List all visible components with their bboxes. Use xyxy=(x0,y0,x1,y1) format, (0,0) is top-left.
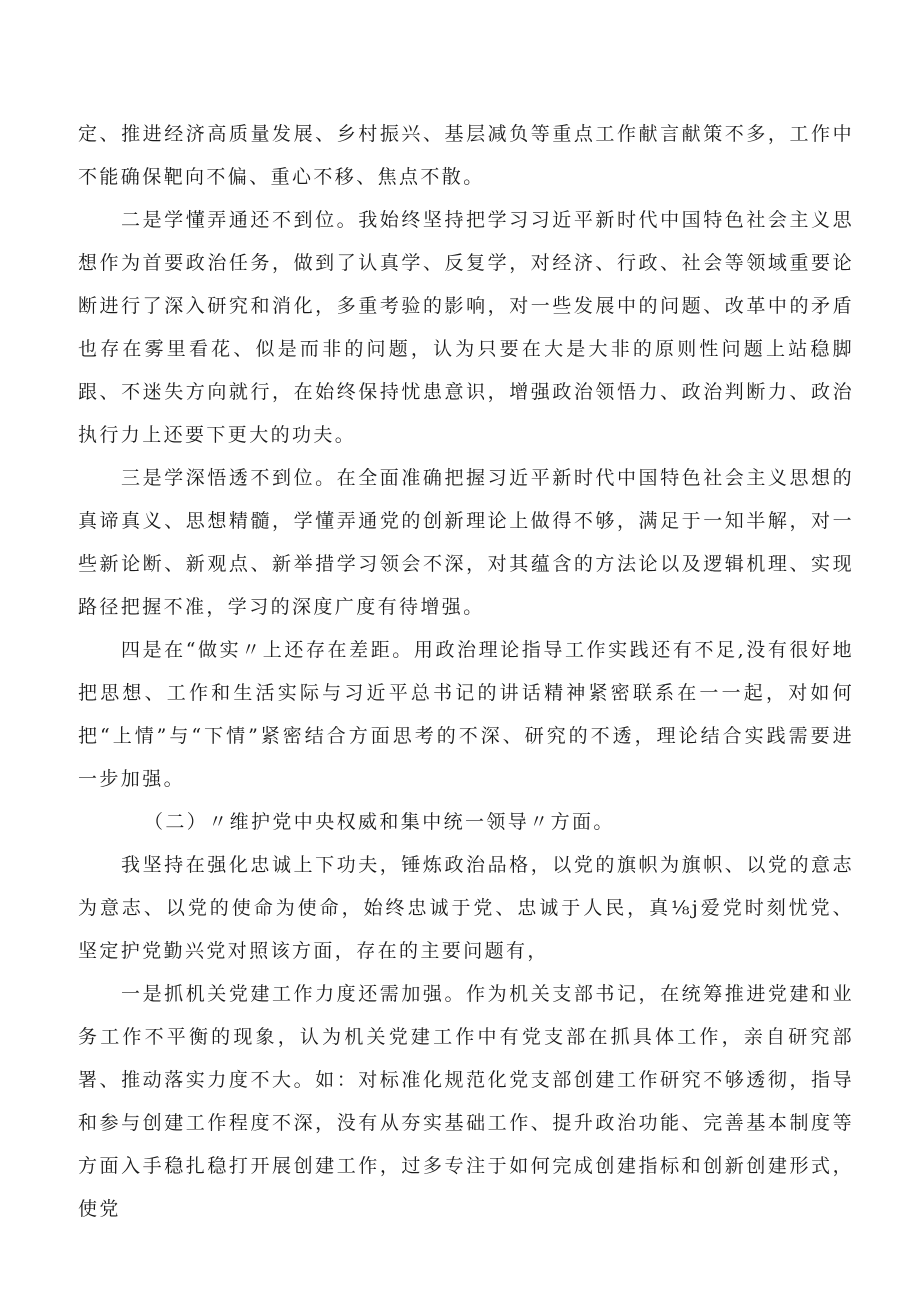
paragraph-study-understanding: 二是学懂弄通还不到位。我始终坚持把学习习近平新时代中国特色社会主义思想作为首要政治任务，做到了认真学、反复学，对经济、行政、社会等领域重要论断进行了深入研究和消化，多重考验的影响，对一些发展中的问题、改革中的矛盾也存在雾里看花、似是而非的问题，认为只要在大是大非的原则性问题上站稳脚跟、不迷失方向就行，在始终保持忧患意识，增强政治领悟力、政治判断力、政治执行力上还要下更大的功夫。 xyxy=(78,209,854,446)
paragraph-study-depth: 三是学深悟透不到位。在全面准确把握习近平新时代中国特色社会主义思想的真谛真义、思想精髓，学懂弄通党的创新理论上做得不够，满足于一知半解，对一些新论断、新观点、新举措学习领会不深，对其蕴含的方法论以及逻辑机理、实现路径把握不准，学习的深度广度有待增强。 xyxy=(78,467,854,618)
document-body xyxy=(78,113,854,1231)
paragraph-practice-gap: 四是在“做实〃上还存在差距。用政治理论指导工作实践还有不足,没有很好地把思想、工作和生活实际与习近平总书记的讲话精神紧密联系在一一起，对如何把“上情”与“下情”紧密结合方面思考的不深、研究的不透，理论结合实践需要进一步加强。 xyxy=(78,639,854,790)
paragraph-party-building: 一是抓机关党建工作力度还需加强。作为机关支部书记，在统筹推进党建和业务工作不平衡的现象，认为机关党建工作中有党支部在抓具体工作，亲自研究部署、推动落实力度不大。如：对标准化规范化党支部创建工作研究不够透彻，指导和参与创建工作程度不深，没有从夯实基础工作、提升政治功能、完善基本制度等方面入手稳扎稳打开展创建工作，过多专注于如何完成创建指标和创新创建形式，使党 xyxy=(78,983,854,1220)
section-heading-two: （二）〃维护党中央权威和集中统一领导〃方面。 xyxy=(144,811,615,833)
paragraph-continuation: 定、推进经济高质量发展、乡村振兴、基层减负等重点工作献言献策不多，工作中不能确保靶向不偏、重心不移、焦点不散。 xyxy=(78,123,854,188)
paragraph-loyalty: 我坚持在强化忠诚上下功夫，锤炼政治品格，以党的旗帜为旗帜、以党的意志为意志、以党的使命为使命，始终忠诚于党、忠诚于人民，真⅛j爱党时刻忧党、坚定护党勤兴党对照该方面，存在的主要问题有， xyxy=(78,854,854,962)
